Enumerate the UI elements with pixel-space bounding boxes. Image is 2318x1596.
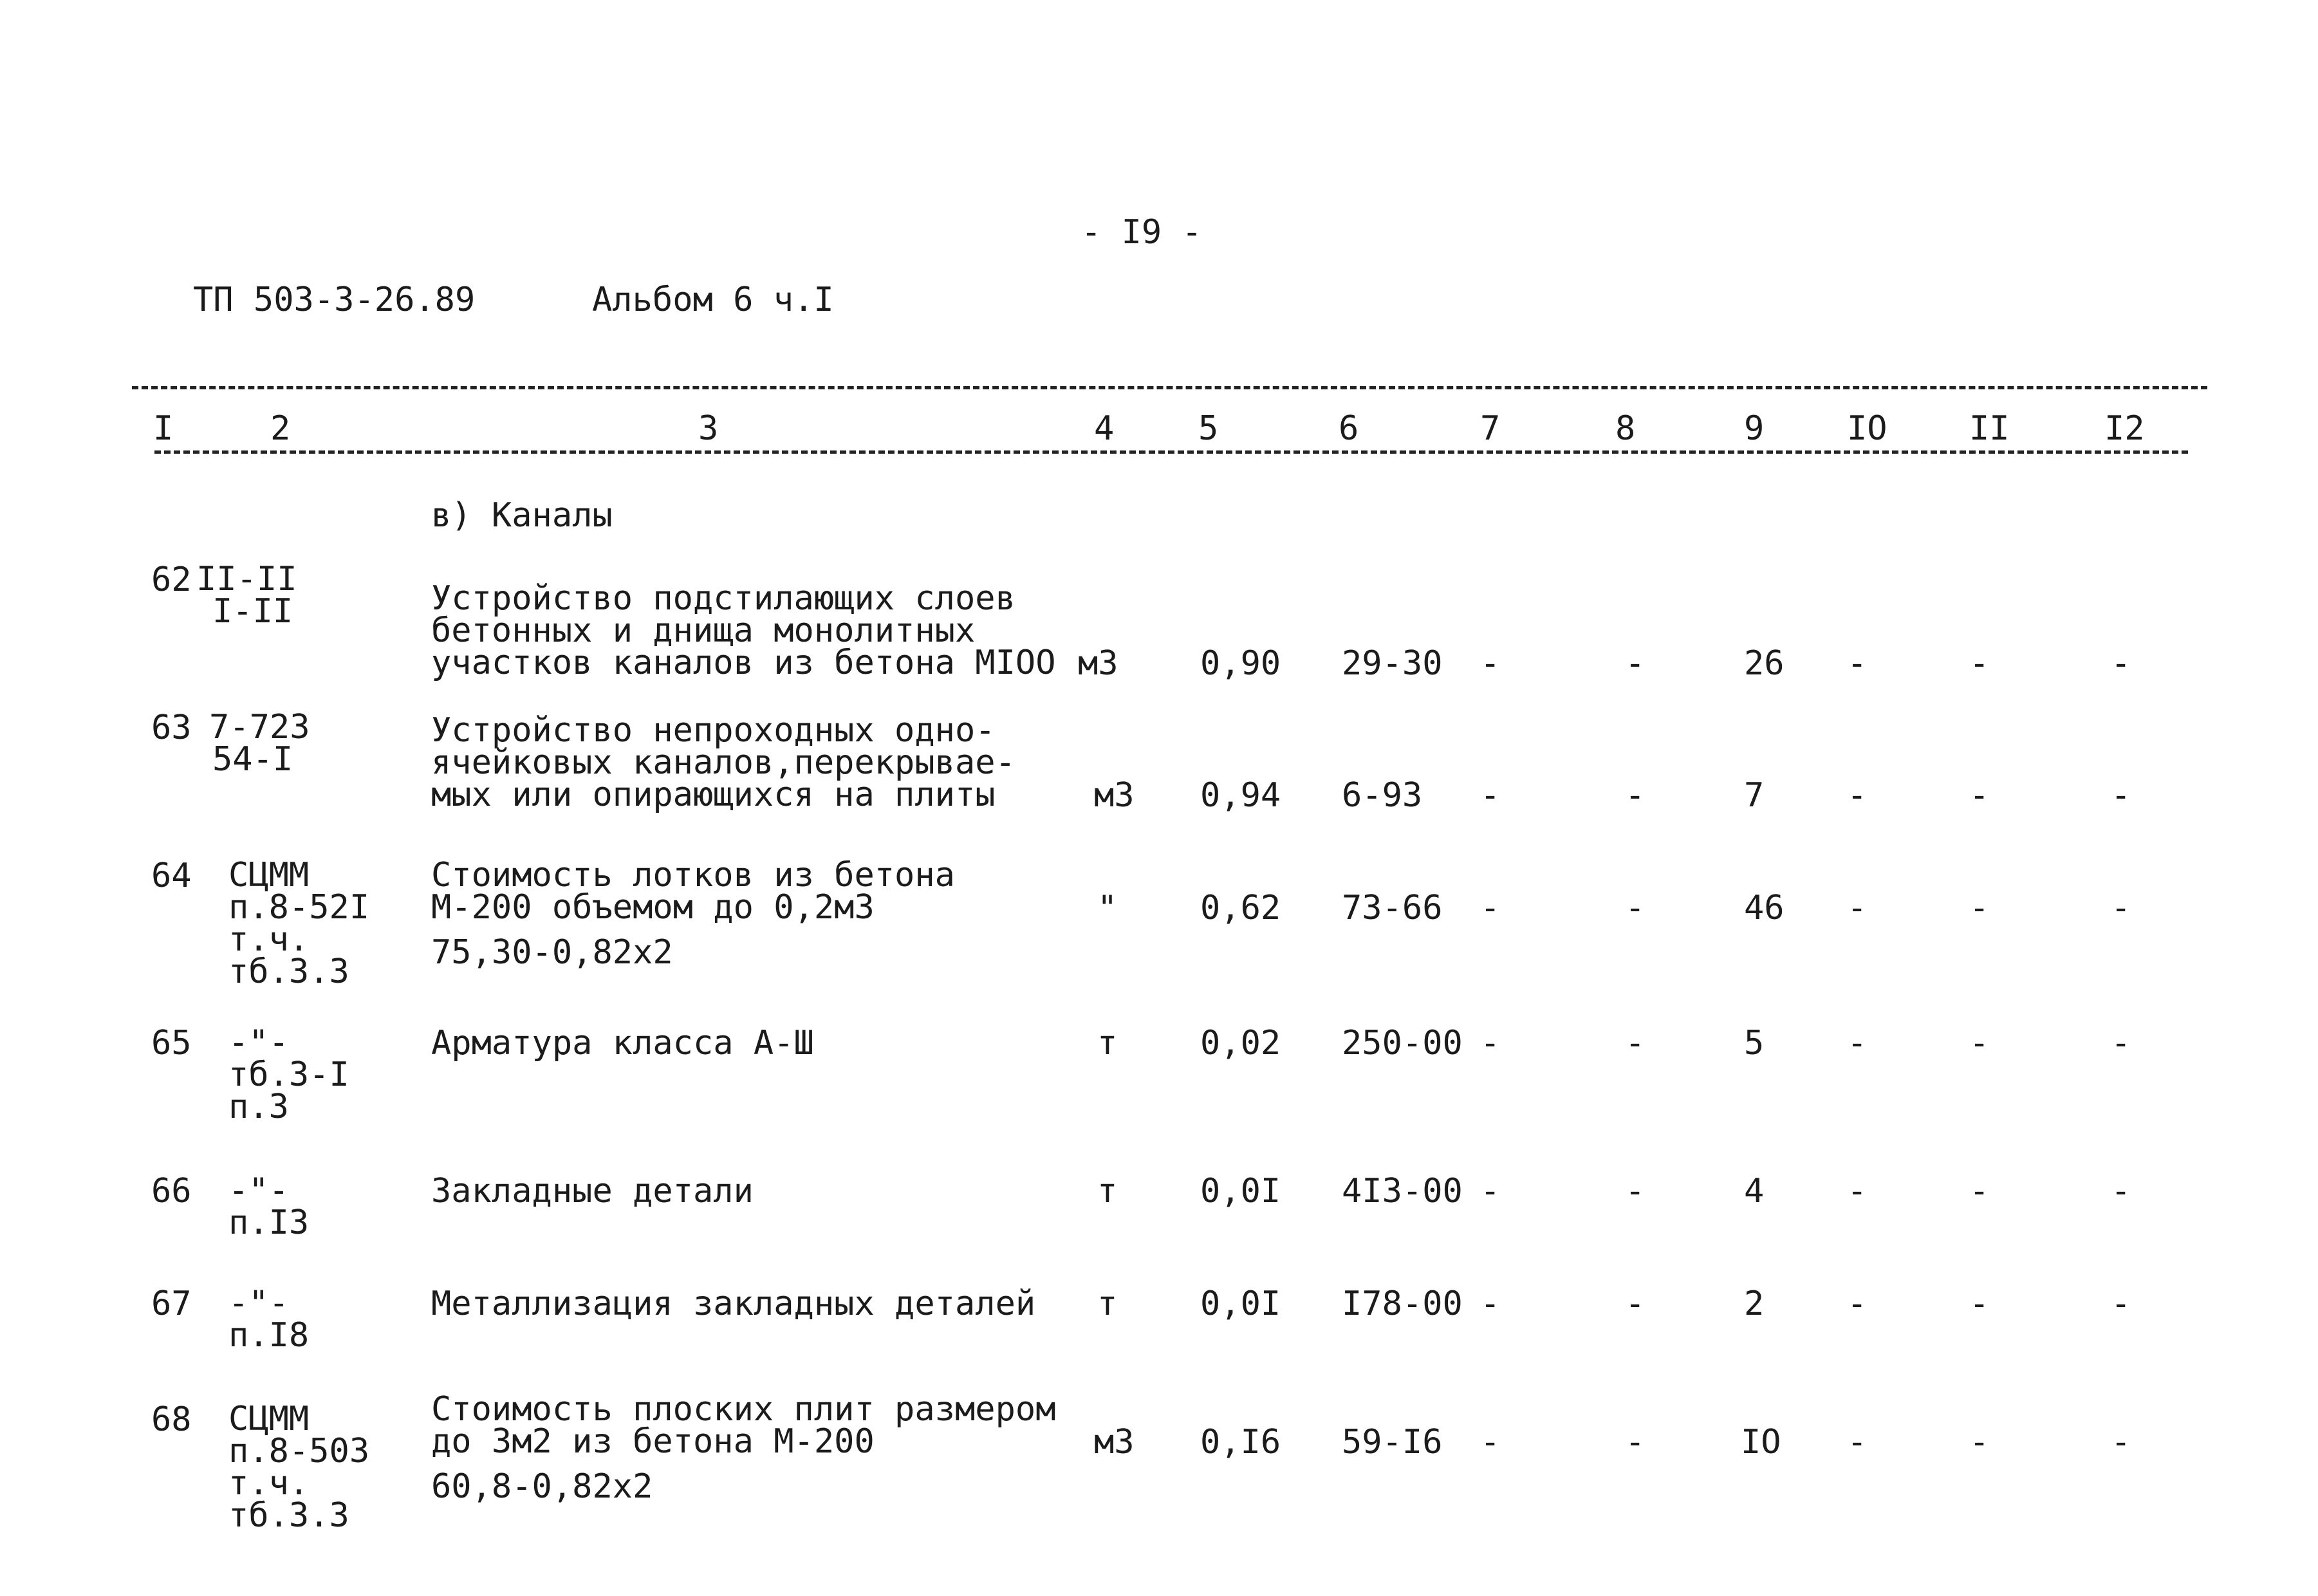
header-bottom-rule xyxy=(154,450,2188,454)
row-price: I78-00 xyxy=(1342,1285,1463,1323)
row-col12: - xyxy=(2111,1285,2131,1323)
row-code: СЦММ п.8-503 т.ч. тб.3.3 xyxy=(228,1400,370,1535)
row-col11: - xyxy=(1969,776,1990,815)
row-col7: - xyxy=(1480,1172,1501,1211)
row-col8: - xyxy=(1625,889,1646,927)
row-quantity: 0,62 xyxy=(1200,889,1281,927)
row-quantity: 0,0I xyxy=(1200,1172,1281,1211)
row-price: 59-I6 xyxy=(1342,1423,1443,1461)
row-description: Арматура класса А-Ш xyxy=(431,1024,814,1062)
row-number: 67 xyxy=(151,1285,192,1323)
row-code: -"- тб.3-I п.3 xyxy=(228,1023,349,1126)
row-col9: IO xyxy=(1741,1423,1781,1461)
row-col8: - xyxy=(1625,644,1646,683)
column-header-10: IO xyxy=(1847,409,1887,448)
row-unit: " xyxy=(1097,889,1118,927)
document-code: ТП 503-3-26.89 xyxy=(193,281,476,319)
row-number: 65 xyxy=(151,1024,192,1062)
row-price: 4I3-00 xyxy=(1342,1172,1463,1211)
row-number: 66 xyxy=(151,1172,192,1211)
row-col9: 26 xyxy=(1744,644,1785,683)
row-col8: - xyxy=(1625,1285,1646,1323)
header-top-rule xyxy=(132,386,2207,389)
row-quantity: 0,I6 xyxy=(1200,1423,1281,1461)
row-col11: - xyxy=(1969,1285,1990,1323)
row-description: Стоимость лотков из бетона М-200 объемом до 0,2м3 75,30-0,82х2 xyxy=(431,856,955,972)
row-col8: - xyxy=(1625,1172,1646,1211)
row-col9: 2 xyxy=(1744,1285,1765,1323)
row-code: II-II I-II xyxy=(196,560,297,631)
row-price: 29-30 xyxy=(1342,644,1443,683)
row-price: 250-00 xyxy=(1342,1024,1463,1062)
row-description: Металлизация закладных деталей xyxy=(431,1285,1036,1323)
row-col10: - xyxy=(1847,889,1868,927)
row-number: 63 xyxy=(151,709,192,747)
row-col10: - xyxy=(1847,644,1868,683)
row-col12: - xyxy=(2111,1172,2131,1211)
column-header-2: 2 xyxy=(270,409,291,448)
column-header-1: I xyxy=(153,409,174,448)
row-unit: м3 xyxy=(1094,776,1135,815)
page-number: - I9 - xyxy=(1081,213,1202,252)
row-code: -"- п.I3 xyxy=(228,1171,310,1242)
row-col11: - xyxy=(1969,1423,1990,1461)
row-col10: - xyxy=(1847,1024,1868,1062)
section-title: в) Каналы xyxy=(431,496,613,535)
column-header-6: 6 xyxy=(1339,409,1359,448)
row-col10: - xyxy=(1847,1285,1868,1323)
album-label: Альбом 6 ч.I xyxy=(592,281,834,319)
row-col7: - xyxy=(1480,1024,1501,1062)
row-quantity: 0,94 xyxy=(1200,776,1281,815)
row-quantity: 0,02 xyxy=(1200,1024,1281,1062)
row-description: Устройство непроходных одно- ячейковых каналов,перекрывае- мых или опирающихся на плиты xyxy=(431,711,1015,814)
row-col9: 4 xyxy=(1744,1172,1765,1211)
row-col9: 7 xyxy=(1744,776,1765,815)
row-number: 68 xyxy=(151,1400,192,1439)
row-number: 62 xyxy=(151,561,192,599)
row-col11: - xyxy=(1969,1024,1990,1062)
row-unit: м3 xyxy=(1094,1423,1135,1461)
row-description: Стоимость плоских плит размером до 3м2 из бетона М-200 60,8-0,82х2 xyxy=(431,1390,1056,1506)
row-col8: - xyxy=(1625,1024,1646,1062)
row-col9: 46 xyxy=(1744,889,1785,927)
row-description: Закладные детали xyxy=(431,1172,754,1211)
column-header-11: II xyxy=(1969,409,2010,448)
row-col7: - xyxy=(1480,776,1501,815)
row-quantity: 0,90 xyxy=(1200,644,1281,683)
row-code: СЦММ п.8-52I т.ч. тб.3.3 xyxy=(228,856,370,991)
row-col10: - xyxy=(1847,1423,1868,1461)
row-col10: - xyxy=(1847,776,1868,815)
row-col11: - xyxy=(1969,889,1990,927)
column-header-4: 4 xyxy=(1094,409,1115,448)
row-unit: т xyxy=(1097,1024,1118,1062)
row-col11: - xyxy=(1969,644,1990,683)
column-header-9: 9 xyxy=(1744,409,1765,448)
row-col8: - xyxy=(1625,1423,1646,1461)
row-col7: - xyxy=(1480,889,1501,927)
row-col10: - xyxy=(1847,1172,1868,1211)
row-col11: - xyxy=(1969,1172,1990,1211)
row-number: 64 xyxy=(151,857,192,895)
column-header-3: 3 xyxy=(698,409,719,448)
row-col7: - xyxy=(1480,644,1501,683)
column-header-8: 8 xyxy=(1615,409,1636,448)
row-col7: - xyxy=(1480,1285,1501,1323)
row-unit: м3 xyxy=(1078,644,1118,683)
row-price: 73-66 xyxy=(1342,889,1443,927)
row-unit: т xyxy=(1097,1285,1118,1323)
row-quantity: 0,0I xyxy=(1200,1285,1281,1323)
row-code: 7-723 54-I xyxy=(209,708,310,779)
column-header-7: 7 xyxy=(1480,409,1501,448)
row-col12: - xyxy=(2111,776,2131,815)
row-col12: - xyxy=(2111,1423,2131,1461)
row-unit: т xyxy=(1097,1172,1118,1211)
row-col12: - xyxy=(2111,1024,2131,1062)
row-col7: - xyxy=(1480,1423,1501,1461)
row-col8: - xyxy=(1625,776,1646,815)
row-col12: - xyxy=(2111,644,2131,683)
column-header-5: 5 xyxy=(1198,409,1219,448)
row-col9: 5 xyxy=(1744,1024,1765,1062)
column-header-12: I2 xyxy=(2104,409,2145,448)
row-description: Устройство подстилающих слоев бетонных и днища монолитных участков каналов из бетона MIOO xyxy=(431,579,1056,682)
row-price: 6-93 xyxy=(1342,776,1423,815)
row-code: -"- п.I8 xyxy=(228,1284,310,1355)
row-col12: - xyxy=(2111,889,2131,927)
